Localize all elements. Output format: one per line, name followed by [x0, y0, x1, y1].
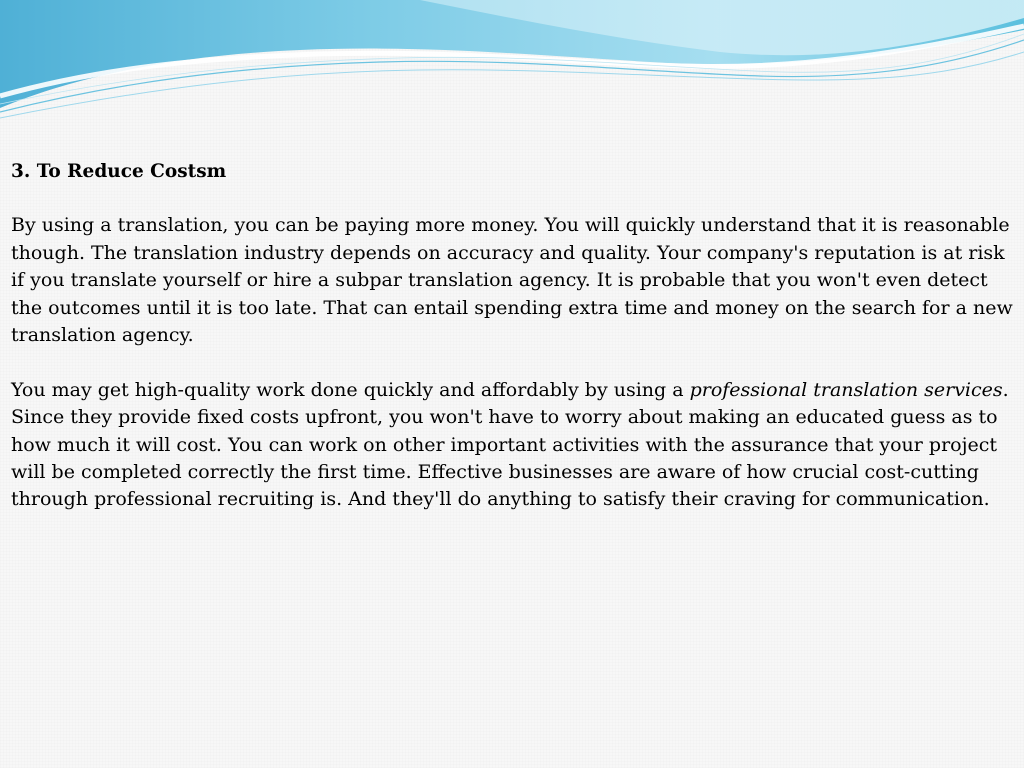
section-heading: 3. To Reduce Costsm [11, 161, 227, 182]
professional-translation-services-emphasis: professional translation services [689, 378, 1003, 401]
slide-content [11, 158, 1017, 541]
paragraph-text-after: . Since they provide fixed costs upfront, you won't have to worry about making an educated guess as to how much it will cost. You can work on other important activities with the assurance that your project will be completed correctly the first time. Effective businesses are aware of how crucial cost-cutting through professional recruiting is. And they'll do anything to satisfy their craving for communication. [11, 378, 1009, 511]
paragraph-costs-intro: By using a translation, you can be paying more money. You will quickly understand that it is reasonable though. The translation industry depends on accuracy and quality. Your company's reputation is at risk if you translate yourself or hire a subpar translation agency. It is probable that you won't even detect the outcomes until it is too late. That can entail spending extra time and money on the search for a new translation agency. [11, 214, 1013, 347]
paragraph-text-before: You may get high-quality work done quickly and affordably by using a [11, 378, 690, 401]
decorative-wave-banner [0, 0, 1024, 125]
paragraph-professional-services [11, 377, 1017, 514]
